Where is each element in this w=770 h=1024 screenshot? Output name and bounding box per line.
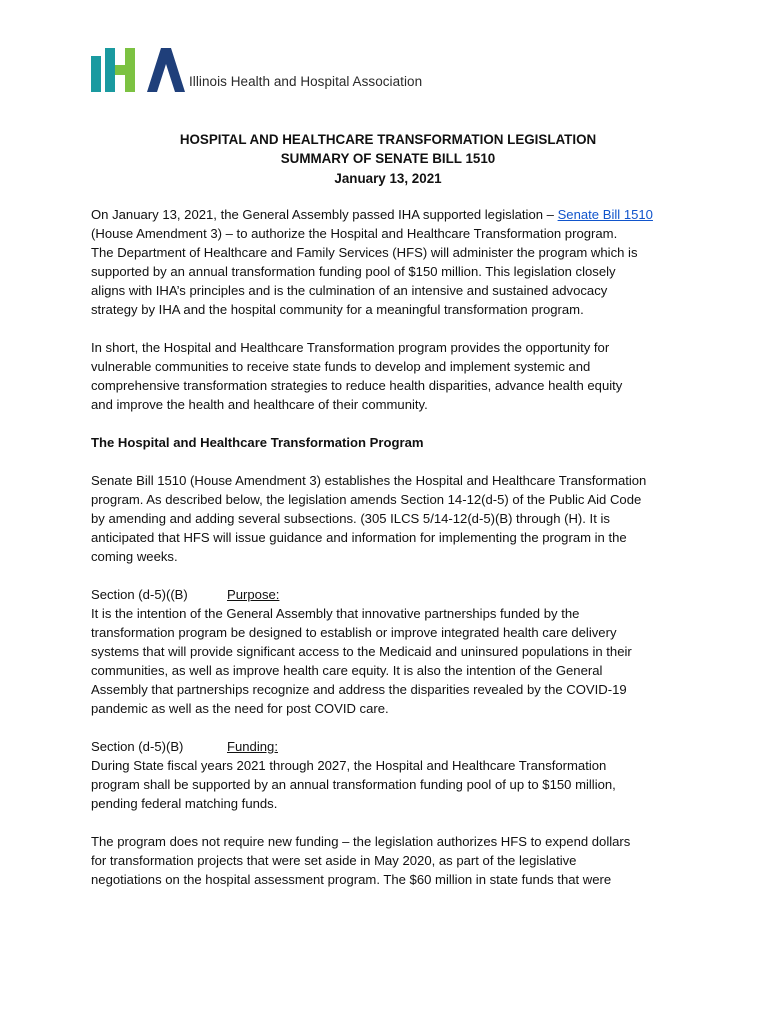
paragraph-line: Senate Bill 1510 (House Amendment 3) establishes the Hospital and Healthcare Transformation [91,472,647,488]
paragraph-line: anticipated that HFS will issue guidance and information for implementing the program in the [91,529,627,545]
paragraph-line: program shall be supported by an annual transformation funding pool of up to $150 million, [91,776,616,792]
paragraph-line: supported by an annual transformation funding pool of $150 million. This legislation closely [91,263,616,279]
section-purpose [91,585,685,718]
section-title: Purpose: [227,586,280,602]
section-purpose-header [91,585,685,604]
paragraph-line [91,205,685,224]
title-line-1: HOSPITAL AND HEALTHCARE TRANSFORMATION LEGISLATION [179,132,597,147]
document-body [91,130,685,889]
paragraph-line: transformation program be designed to establish or improve integrated health care delivery [91,624,617,640]
iha-logo [91,48,422,92]
paragraph-line: The program does not require new funding – the legislation authorizes HFS to expend dollars [91,833,631,849]
senate-bill-link[interactable]: Senate Bill 1510 [557,206,653,222]
paragraph-line: and improve the health and healthcare of their community. [91,396,428,412]
section-funding [91,737,685,813]
paragraph-line: In short, the Hospital and Healthcare Transformation program provides the opportunity for [91,339,610,355]
section-funding-header [91,737,685,756]
paragraph-funding-source [91,832,685,889]
paragraph-line: pandemic as well as the need for post COVID care. [91,700,389,716]
paragraph-line: vulnerable communities to receive state funds to develop and implement systemic and [91,358,591,374]
section-label: Section (d-5)(B) [91,738,184,754]
paragraph-line: pending federal matching funds. [91,795,278,811]
paragraph-line: negotiations on the hospital assessment program. The $60 million in state funds that were [91,871,612,887]
title-line-2: SUMMARY OF SENATE BILL 1510 [280,151,496,167]
paragraph-line: aligns with IHA’s principles and is the culmination of an intensive and sustained advocacy [91,282,608,298]
paragraph-line: program. As described below, the legislation amends Section 14-12(d-5) of the Public Aid Code [91,491,642,507]
paragraph-line: for transformation projects that were set aside in May 2020, as part of the legislative [91,852,577,868]
title-line-3: January 13, 2021 [334,170,442,186]
paragraph-establishes [91,471,685,566]
paragraph-line: communities, as well as improve health care equity. It is also the intention of the General [91,662,603,678]
paragraph-line: Assembly that partnerships recognize and address the disparities revealed by the COVID-19 [91,681,627,697]
section-title: Funding: [227,738,278,754]
paragraph-text: On January 13, 2021, the General Assembly passed IHA supported legislation – [91,206,558,222]
document-title [91,130,685,188]
paragraph-line: coming weeks. [91,548,178,564]
paragraph-line: strategy by IHA and the hospital community for a meaningful transformation program. [91,301,584,317]
paragraph-line: The Department of Healthcare and Family Services (HFS) will administer the program which is [91,244,638,260]
paragraph-line: comprehensive transformation strategies to reduce health disparities, advance health equity [91,377,623,393]
logo-text: Illinois Health and Hospital Association [189,74,423,89]
section-heading: The Hospital and Healthcare Transformation Program [91,434,424,450]
paragraph-line: It is the intention of the General Assembly that innovative partnerships funded by the [91,605,580,621]
paragraph-intro [91,205,685,319]
paragraph-line: During State fiscal years 2021 through 2027, the Hospital and Healthcare Transformation [91,757,607,773]
paragraph-line: by amending and adding several subsections. (305 ILCS 5/14-12(d-5)(B) through (H). It is [91,510,610,526]
paragraph-line: systems that will provide significant access to the Medicaid and uninsured populations in their [91,643,632,659]
section-label: Section (d-5)((B) [91,586,188,602]
iha-logo-mark [91,48,185,92]
paragraph-line: (House Amendment 3) – to authorize the Hospital and Healthcare Transformation program. [91,225,618,241]
paragraph-summary [91,338,685,414]
